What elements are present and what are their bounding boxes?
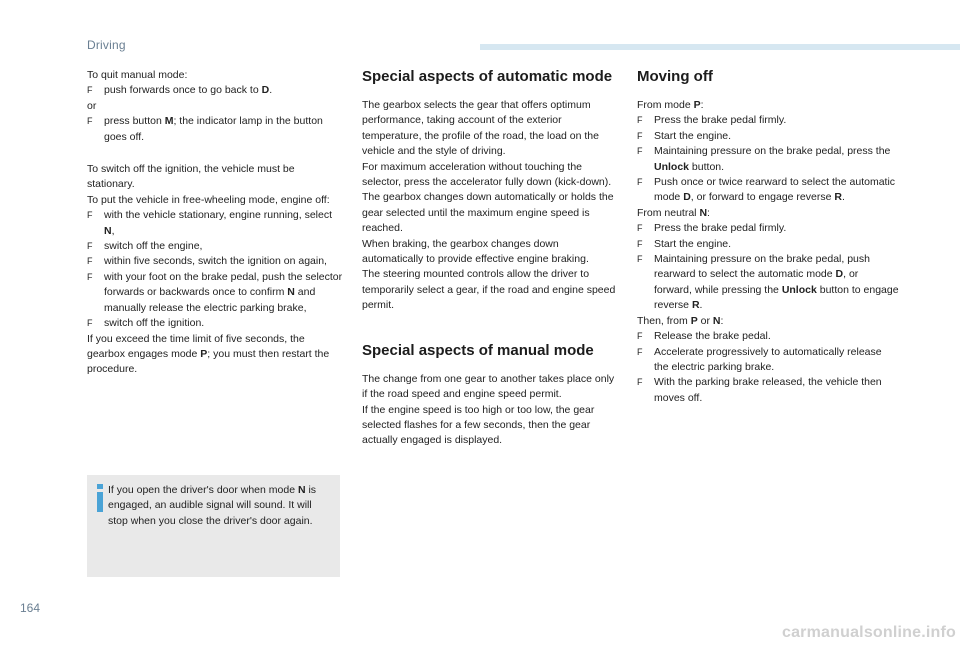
header-section-label: Driving bbox=[87, 38, 126, 52]
list-item: F switch off the ignition. bbox=[87, 316, 343, 331]
moving-off-heading: Moving off bbox=[637, 68, 713, 85]
column-right bbox=[637, 68, 899, 406]
list-item: F push forwards once to go back to D. bbox=[87, 83, 343, 98]
list-item: F Push once or twice rearward to select the automatic mode D, or forward to engage reverse R. bbox=[637, 176, 896, 204]
list-item: F Start the engine. bbox=[637, 237, 899, 252]
list-item: F Maintaining pressure on the brake pedal, press the Unlock button. bbox=[637, 145, 891, 173]
bullet-icon: F bbox=[637, 130, 643, 141]
column-middle bbox=[362, 68, 618, 449]
bullet-icon: F bbox=[87, 116, 93, 127]
list-item: F press button M; the indicator lamp in the button goes off. bbox=[87, 115, 323, 143]
bullet-icon: F bbox=[87, 318, 93, 329]
bullet-icon: F bbox=[87, 256, 93, 267]
bullet-icon: F bbox=[637, 177, 643, 188]
automatic-mode-heading: Special aspects of automatic mode bbox=[362, 68, 613, 85]
list-item: F switch off the engine, bbox=[87, 239, 343, 254]
list-item: F Press the brake pedal firmly. bbox=[637, 221, 899, 236]
paragraph: For maximum acceleration without touching the selector, press the accelerator fully down (kick-down). The gearbox changes down automatically or holds the gear selected until the maximum engine speed is reached. bbox=[362, 160, 614, 235]
info-icon bbox=[97, 484, 103, 512]
list-item: F within five seconds, switch the ignition on again, bbox=[87, 254, 343, 269]
from-n-label: From neutral N: bbox=[637, 206, 710, 219]
bullet-icon: F bbox=[637, 254, 643, 265]
bullet-icon: F bbox=[87, 85, 93, 96]
info-text: If you open the driver's door when mode N is engaged, an audible signal will sound. It will stop when you close the driver's door again. bbox=[108, 484, 317, 527]
header-decor-bar bbox=[480, 44, 960, 50]
paragraph: The gearbox selects the gear that offers optimum performance, taking account of the exterior temperature, the profile of the road, the load on the vehicle and the style of driving. bbox=[362, 99, 599, 158]
bullet-icon: F bbox=[637, 346, 643, 357]
list-item: F with the vehicle stationary, engine running, select N, bbox=[87, 209, 333, 237]
free-wheeling-intro: To put the vehicle in free-wheeling mode, engine off: bbox=[87, 193, 330, 206]
list-item: F Start the engine. bbox=[637, 129, 899, 144]
quit-intro: To quit manual mode: bbox=[87, 69, 188, 81]
list-item: F Accelerate progressively to automatically release the electric parking brake. bbox=[637, 345, 882, 373]
switch-off-text: To switch off the ignition, the vehicle must be stationary. bbox=[87, 163, 295, 191]
bullet-icon: F bbox=[637, 238, 643, 249]
list-item: F with your foot on the brake pedal, push the selector forwards or backwards once to confirm N and manually release the electric parking brake, bbox=[87, 270, 343, 314]
bullet-icon: F bbox=[637, 115, 643, 126]
paragraph: If the engine speed is too high or too low, the gear selected flashes for a few seconds, then the gear actually engaged is displayed. bbox=[362, 403, 595, 447]
list-item: F Release the brake pedal. bbox=[637, 329, 899, 344]
exceed-text: If you exceed the time limit of five seconds, the gearbox engages mode P; you must then restart the procedure. bbox=[87, 332, 330, 376]
list-item: F Press the brake pedal firmly. bbox=[637, 113, 899, 128]
bullet-icon: F bbox=[637, 377, 643, 388]
or-text: or bbox=[87, 99, 97, 112]
from-p-label: From mode P: bbox=[637, 99, 704, 111]
list-item: F Maintaining pressure on the brake pedal, push rearward to select the automatic mode D, or forward, while pressing the Unlock button to engage reverse R. bbox=[637, 253, 899, 312]
list-item: F With the parking brake released, the vehicle then moves off. bbox=[637, 376, 882, 404]
bullet-icon: F bbox=[637, 223, 643, 234]
then-label: Then, from P or N: bbox=[637, 314, 724, 327]
paragraph: The change from one gear to another takes place only if the road speed and engine speed permit. bbox=[362, 372, 615, 401]
watermark: carmanualsonline.info bbox=[781, 624, 956, 641]
bullet-icon: F bbox=[637, 146, 643, 157]
page-number: 164 bbox=[20, 601, 41, 615]
bullet-icon: F bbox=[637, 331, 643, 342]
paragraph: The steering mounted controls allow the driver to temporarily select a gear, if the road and engine speed permit. bbox=[362, 268, 616, 312]
info-callout bbox=[87, 475, 340, 577]
column-left bbox=[87, 68, 343, 378]
manual-mode-heading: Special aspects of manual mode bbox=[362, 341, 594, 359]
paragraph: When braking, the gearbox changes down automatically to provide effective engine braking. bbox=[362, 237, 589, 266]
bullet-icon: F bbox=[87, 241, 93, 252]
bullet-icon: F bbox=[87, 210, 93, 221]
bullet-icon: F bbox=[87, 271, 93, 282]
